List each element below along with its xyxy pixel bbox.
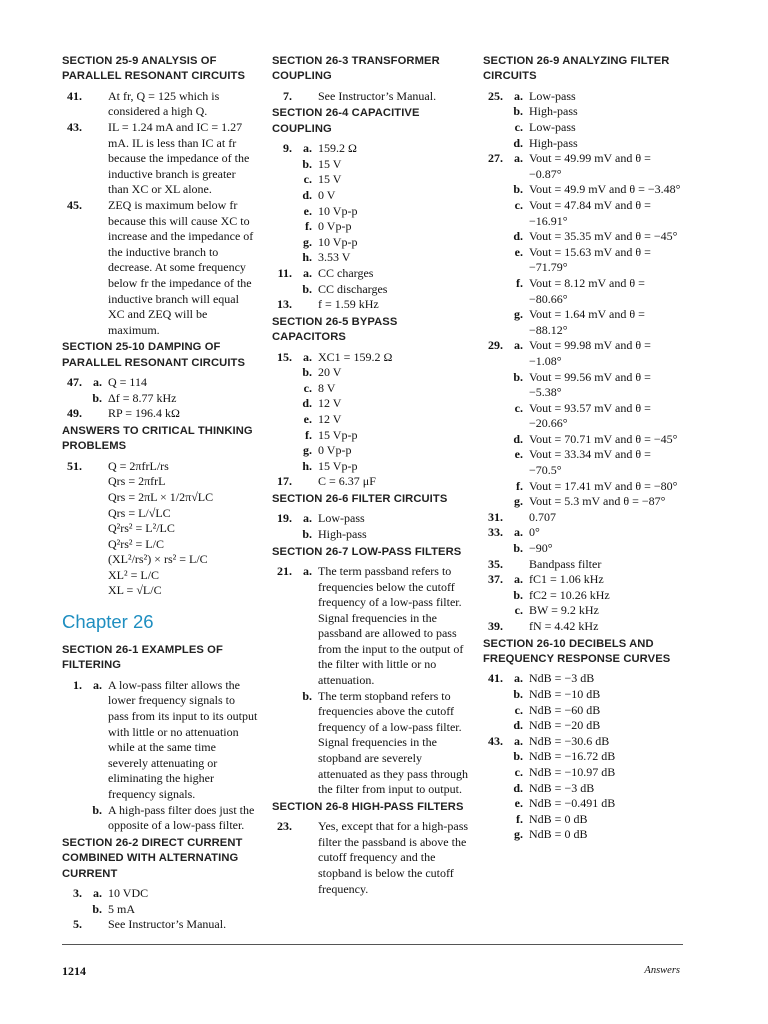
- problem-number: 33.: [488, 525, 503, 540]
- chapter-title: Chapter 26: [62, 611, 154, 633]
- problem-number: 41.: [67, 88, 82, 103]
- part-letter: d.: [513, 431, 523, 446]
- answer-text: NdB = −10.97 dB: [529, 764, 616, 779]
- part-letter: a.: [514, 88, 523, 103]
- answer-item: [483, 89, 683, 105]
- part-letter: h.: [302, 458, 312, 473]
- answer-item: [483, 136, 683, 152]
- answer-item: [272, 474, 470, 490]
- part-letter: a.: [514, 151, 523, 166]
- part-letter: g.: [303, 443, 312, 458]
- answer-item: [272, 443, 470, 459]
- answer-text: 0 Vp-p: [318, 443, 352, 458]
- footer-rule: [62, 944, 683, 945]
- part-letter: e.: [514, 447, 523, 462]
- answer-text: 159.2 Ω: [318, 141, 357, 156]
- answer-item: [272, 381, 470, 397]
- part-letter: c.: [514, 603, 523, 618]
- answer-text: Vout = 47.84 mV and θ = −16.91°: [529, 197, 651, 228]
- answer-text: CC discharges: [318, 281, 388, 296]
- answer-item: [483, 338, 683, 369]
- part-letter: f.: [516, 811, 523, 826]
- answer-text: IL = 1.24 mA and IC = 1.27 mA. IL is less than IC at fr because the impedance of the inductive branch is greater than XC or XL alone.: [108, 120, 250, 197]
- answer-item: [272, 219, 470, 235]
- page-number: 1214: [62, 964, 86, 978]
- answer-text: Vout = 49.99 mV and θ = −0.87°: [529, 151, 651, 181]
- part-letter: b.: [302, 156, 312, 171]
- answer-item: [483, 229, 683, 245]
- answer-item: [272, 819, 470, 897]
- answer-text: 3.53 V: [318, 250, 351, 265]
- answer-item: [272, 157, 470, 173]
- part-letter: b.: [513, 369, 523, 384]
- answer-item: [62, 120, 258, 198]
- problem-number: 41.: [488, 671, 503, 686]
- answer-item: [272, 266, 470, 282]
- answer-text: (XL²/rs²) × rs² = L/C: [108, 552, 208, 567]
- answer-text: High-pass: [529, 104, 578, 119]
- section-heading: SECTION 26-2 DIRECT CURRENT COMBINED WITH ALTERNATING CURRENT: [62, 836, 243, 880]
- answer-text: Q = 2πfrL/rs: [108, 458, 169, 473]
- answer-text: Vout = 70.71 mV and θ = −45°: [529, 431, 678, 446]
- answer-item: [62, 89, 258, 120]
- part-letter: f.: [516, 478, 523, 493]
- answer-item: [483, 703, 683, 719]
- answer-item: [483, 447, 683, 478]
- part-letter: c.: [514, 764, 523, 779]
- answer-item: [62, 521, 258, 537]
- answer-item: [62, 537, 258, 553]
- answer-text: Vout = 1.64 mV and θ = −88.12°: [529, 307, 645, 337]
- answer-text: XL² = L/C: [108, 567, 160, 582]
- section-heading: SECTION 26-1 EXAMPLES OF FILTERING: [62, 644, 223, 672]
- part-letter: b.: [513, 541, 523, 556]
- problem-number: 7.: [283, 88, 292, 103]
- answer-item: [62, 375, 258, 391]
- answer-item: [272, 282, 470, 298]
- problem-number: 3.: [73, 886, 82, 901]
- answer-item: [483, 245, 683, 276]
- part-letter: g.: [514, 307, 523, 322]
- answer-text: 10 Vp-p: [318, 203, 358, 218]
- part-letter: a.: [93, 375, 102, 390]
- problem-number: 11.: [277, 265, 292, 280]
- part-letter: d.: [513, 229, 523, 244]
- answer-item: [483, 370, 683, 401]
- part-letter: b.: [92, 802, 102, 817]
- answer-text: NdB = −60 dB: [529, 702, 601, 717]
- answer-item: [483, 749, 683, 765]
- problem-number: 25.: [488, 88, 503, 103]
- answer-item: [272, 204, 470, 220]
- answer-text: fC2 = 10.26 kHz: [529, 587, 610, 602]
- answer-text: NdB = −3 dB: [529, 671, 595, 686]
- answer-item: [272, 428, 470, 444]
- answer-item: [62, 568, 258, 584]
- answer-text: NdB = 0 dB: [529, 811, 588, 826]
- answer-item: [272, 689, 470, 798]
- problem-number: 13.: [277, 297, 292, 312]
- answer-text: XC1 = 159.2 Ω: [318, 349, 393, 364]
- answer-text: BW = 9.2 kHz: [529, 603, 599, 618]
- answer-text: Vout = 5.3 mV and θ = −87°: [529, 494, 666, 509]
- answers-column-right: [483, 52, 683, 843]
- answer-text: 12 V: [318, 396, 342, 411]
- part-letter: c.: [514, 400, 523, 415]
- answer-item: [272, 297, 470, 313]
- part-letter: c.: [514, 120, 523, 134]
- answer-text: Vout = 35.35 mV and θ = −45°: [529, 229, 678, 244]
- problem-number: 43.: [67, 120, 82, 134]
- answer-item: [272, 89, 470, 105]
- answer-text: 15 Vp-p: [318, 427, 358, 442]
- answer-text: NdB = 0 dB: [529, 827, 588, 842]
- answer-text: 10 VDC: [108, 886, 149, 901]
- answer-item: [62, 490, 258, 506]
- part-letter: b.: [302, 281, 312, 296]
- answer-text: NdB = −16.72 dB: [529, 749, 616, 764]
- answer-text: See Instructor’s Manual.: [108, 917, 227, 932]
- part-letter: f.: [516, 275, 523, 290]
- running-head: Answers: [644, 965, 680, 976]
- part-letter: f.: [305, 427, 312, 442]
- problem-number: 21.: [277, 563, 292, 578]
- answer-item: [62, 583, 258, 599]
- answer-item: [483, 432, 683, 448]
- answer-text: 8 V: [318, 380, 336, 395]
- problem-number: 43.: [488, 733, 503, 748]
- answer-text: Low-pass: [318, 511, 365, 526]
- answer-text: 0.707: [529, 509, 556, 524]
- part-letter: c.: [303, 380, 312, 395]
- answer-item: [483, 619, 683, 635]
- answer-text: NdB = −0.491 dB: [529, 796, 616, 811]
- answer-item: [483, 781, 683, 797]
- part-letter: b.: [513, 687, 523, 701]
- problem-number: 49.: [67, 406, 82, 421]
- problem-number: 47.: [67, 375, 82, 390]
- section-heading: SECTION 26-7 LOW-PASS FILTERS: [272, 545, 462, 558]
- answer-text: 0 Vp-p: [318, 219, 352, 234]
- problem-number: 9.: [283, 141, 292, 156]
- answer-text: Vout = 99.98 mV and θ = −1.08°: [529, 338, 651, 368]
- answer-item: [272, 350, 470, 366]
- answer-item: [62, 886, 258, 902]
- problem-number: 27.: [488, 151, 503, 166]
- part-letter: a.: [514, 572, 523, 587]
- problem-number: 19.: [277, 511, 292, 526]
- answer-item: [62, 391, 258, 407]
- answer-item: [272, 459, 470, 475]
- answer-text: The term passband refers to frequencies below the cutoff frequency of a low-pass filter. Signal frequencies in the passband are allowed to pass from the input to the output of the filter with little or no attenuation.: [318, 563, 464, 688]
- answer-item: [483, 812, 683, 828]
- answer-item: [483, 525, 683, 541]
- answer-text: CC charges: [318, 265, 374, 280]
- answer-item: [483, 120, 683, 136]
- part-letter: b.: [302, 688, 312, 703]
- answer-item: [272, 564, 470, 689]
- answer-item: [62, 459, 258, 475]
- part-letter: d.: [513, 780, 523, 795]
- answer-text: Bandpass filter: [529, 556, 602, 571]
- part-letter: b.: [302, 365, 312, 380]
- problem-number: 39.: [488, 619, 503, 633]
- section-heading: SECTION 26-4 CAPACITIVE COUPLING: [272, 107, 420, 135]
- answer-text: Vout = 15.63 mV and θ = −71.79°: [529, 244, 651, 275]
- answer-text: Qrs = 2πfrL: [108, 474, 166, 489]
- answer-text: NdB = −10 dB: [529, 687, 601, 701]
- answer-item: [483, 796, 683, 812]
- part-letter: a.: [303, 349, 312, 364]
- answer-item: [483, 557, 683, 573]
- part-letter: c.: [514, 197, 523, 212]
- part-letter: f.: [305, 219, 312, 234]
- answer-text: Q = 114: [108, 375, 147, 390]
- section-heading: SECTION 26-6 FILTER CIRCUITS: [272, 492, 448, 505]
- answer-item: [483, 479, 683, 495]
- answer-item: [483, 401, 683, 432]
- answer-text: ZEQ is maximum below fr because this will cause XC to increase and the impedance of the inductive branch to decrease. At some frequency below fr the impedance of the inductive branch will equal XC and ZEQ will be maximum.: [108, 197, 254, 337]
- part-letter: b.: [92, 901, 102, 916]
- answer-text: Yes, except that for a high-pass filter the passband is above the cutoff frequency and the stopband is below the cutoff frequency.: [318, 819, 469, 896]
- answer-text: 20 V: [318, 365, 342, 380]
- answer-item: [483, 718, 683, 734]
- part-letter: g.: [514, 827, 523, 842]
- answer-text: Vout = 17.41 mV and θ = −80°: [529, 478, 678, 493]
- part-letter: c.: [514, 702, 523, 717]
- part-letter: d.: [513, 135, 523, 150]
- answer-text: Vout = 49.9 mV and θ = −3.48°: [529, 182, 681, 197]
- answer-text: NdB = −20 dB: [529, 718, 601, 733]
- answer-item: [483, 827, 683, 843]
- answer-text: 5 mA: [108, 901, 135, 916]
- answer-item: [62, 552, 258, 568]
- section-heading: SECTION 26-10 DECIBELS AND FREQUENCY RESPONSE CURVES: [483, 637, 671, 665]
- answer-text: 12 V: [318, 411, 342, 426]
- section-heading: SECTION 26-5 BYPASS CAPACITORS: [272, 315, 398, 344]
- answer-text: Qrs = L/√LC: [108, 505, 171, 520]
- answer-text: At fr, Q = 125 which is considered a high Q.: [108, 88, 220, 119]
- answer-text: Low-pass: [529, 120, 576, 134]
- answer-item: [483, 198, 683, 229]
- answer-item: [272, 235, 470, 251]
- answer-text: 10 Vp-p: [318, 234, 358, 249]
- answer-text: High-pass: [318, 526, 367, 541]
- answer-item: [483, 734, 683, 750]
- answer-text: Qrs = 2πL × 1/2π√LC: [108, 489, 214, 504]
- part-letter: b.: [92, 390, 102, 405]
- answer-text: High-pass: [529, 135, 578, 150]
- answer-item: [62, 902, 258, 918]
- part-letter: a.: [303, 265, 312, 280]
- problem-number: 23.: [277, 819, 292, 834]
- answers-column-left: [62, 52, 258, 933]
- answer-item: [272, 250, 470, 266]
- answer-item: [483, 572, 683, 588]
- part-letter: b.: [513, 104, 523, 119]
- problem-number: 31.: [488, 509, 503, 524]
- answer-item: [62, 474, 258, 490]
- section-heading: SECTION 26-3 TRANSFORMER COUPLING: [272, 55, 440, 83]
- answer-item: [62, 406, 258, 422]
- answer-text: −90°: [529, 541, 553, 556]
- answer-text: Vout = 33.34 mV and θ = −70.5°: [529, 447, 651, 478]
- answer-text: See Instructor’s Manual.: [318, 88, 437, 103]
- answer-text: 0°: [529, 525, 540, 540]
- answer-text: 15 Vp-p: [318, 458, 358, 473]
- answer-text: Δf = 8.77 kHz: [108, 390, 177, 405]
- answer-text: Vout = 93.57 mV and θ = −20.66°: [529, 400, 651, 431]
- part-letter: a.: [514, 733, 523, 748]
- section-heading: SECTION 26-8 HIGH-PASS FILTERS: [272, 800, 464, 813]
- answer-text: 15 V: [318, 156, 342, 171]
- answer-item: [483, 541, 683, 557]
- problem-number: 45.: [67, 197, 82, 212]
- answer-item: [62, 803, 258, 834]
- section-heading: ANSWERS TO CRITICAL THINKING PROBLEMS: [62, 424, 253, 453]
- answer-text: NdB = −30.6 dB: [529, 733, 610, 748]
- part-letter: h.: [302, 250, 312, 265]
- part-letter: d.: [302, 396, 312, 411]
- answer-item: [272, 412, 470, 428]
- problem-number: 1.: [73, 677, 82, 692]
- part-letter: e.: [514, 244, 523, 259]
- answer-item: [483, 182, 683, 198]
- answer-item: [483, 494, 683, 510]
- answer-item: [483, 765, 683, 781]
- answer-item: [62, 678, 258, 803]
- answer-text: XL = √L/C: [108, 583, 162, 598]
- answer-text: A low-pass filter allows the lower frequency signals to pass from its input to its output with little or no attenuation while at the same time severely attenuating or eliminating the higher frequency signals.: [108, 677, 258, 802]
- problem-number: 15.: [277, 349, 292, 364]
- answer-item: [483, 276, 683, 307]
- problem-number: 35.: [488, 556, 503, 571]
- problem-number: 37.: [488, 572, 503, 587]
- answer-item: [483, 588, 683, 604]
- problem-number: 17.: [277, 474, 292, 489]
- answer-text: The term stopband refers to frequencies above the cutoff frequency of a low-pass filter. Signal frequencies in the stopband are severely attenuated as they pass through the filter from input to output.: [318, 688, 468, 797]
- answer-item: [483, 307, 683, 338]
- answer-text: Q²rs² = L/C: [108, 536, 164, 551]
- section-heading: SECTION 26-9 ANALYZING FILTER CIRCUITS: [483, 55, 670, 83]
- part-letter: b.: [513, 749, 523, 764]
- part-letter: b.: [302, 526, 312, 541]
- answer-text: NdB = −3 dB: [529, 780, 595, 795]
- answer-text: fN = 4.42 kHz: [529, 619, 599, 633]
- answer-text: f = 1.59 kHz: [318, 297, 379, 312]
- part-letter: a.: [93, 886, 102, 901]
- answers-column-middle: [272, 52, 470, 897]
- answer-text: A high-pass filter does just the opposite of a low-pass filter.: [108, 802, 255, 833]
- part-letter: a.: [93, 677, 102, 692]
- answer-text: Low-pass: [529, 88, 576, 103]
- answer-item: [483, 510, 683, 526]
- part-letter: d.: [302, 188, 312, 202]
- part-letter: e.: [514, 796, 523, 811]
- answer-item: [272, 172, 470, 188]
- answer-item: [483, 671, 683, 687]
- answer-text: fC1 = 1.06 kHz: [529, 572, 604, 587]
- part-letter: a.: [514, 525, 523, 540]
- answer-item: [62, 506, 258, 522]
- answer-item: [272, 141, 470, 157]
- part-letter: g.: [514, 494, 523, 509]
- section-heading: SECTION 25-9 ANALYSIS OF PARALLEL RESONANT CIRCUITS: [62, 55, 246, 83]
- answer-text: 0 V: [318, 188, 336, 202]
- answer-item: [272, 511, 470, 527]
- answer-item: [272, 396, 470, 412]
- part-letter: c.: [303, 172, 312, 187]
- part-letter: a.: [514, 671, 523, 686]
- part-letter: a.: [303, 141, 312, 156]
- part-letter: d.: [513, 718, 523, 733]
- problem-number: 51.: [67, 458, 82, 473]
- problem-number: 29.: [488, 338, 503, 353]
- answer-text: Vout = 8.12 mV and θ = −80.66°: [529, 275, 645, 306]
- answer-text: C = 6.37 μF: [318, 474, 376, 489]
- part-letter: e.: [303, 411, 312, 426]
- answer-text: Q²rs² = L²/LC: [108, 521, 175, 536]
- answer-item: [272, 188, 470, 204]
- answer-item: [272, 527, 470, 543]
- answer-item: [483, 603, 683, 619]
- answer-text: Vout = 99.56 mV and θ = −5.38°: [529, 369, 651, 400]
- part-letter: b.: [513, 587, 523, 602]
- part-letter: e.: [303, 203, 312, 218]
- answer-item: [62, 198, 258, 338]
- part-letter: a.: [303, 511, 312, 526]
- answer-item: [483, 151, 683, 182]
- answer-text: RP = 196.4 kΩ: [108, 406, 180, 421]
- part-letter: a.: [303, 563, 312, 578]
- answer-item: [483, 104, 683, 120]
- section-heading: SECTION 25-10 DAMPING OF PARALLEL RESONANT CIRCUITS: [62, 341, 246, 369]
- part-letter: a.: [514, 338, 523, 353]
- answer-item: [483, 687, 683, 703]
- answer-item: [62, 917, 258, 933]
- problem-number: 5.: [73, 917, 82, 932]
- answer-text: 15 V: [318, 172, 342, 187]
- answer-item: [272, 365, 470, 381]
- part-letter: g.: [303, 234, 312, 249]
- part-letter: b.: [513, 182, 523, 197]
